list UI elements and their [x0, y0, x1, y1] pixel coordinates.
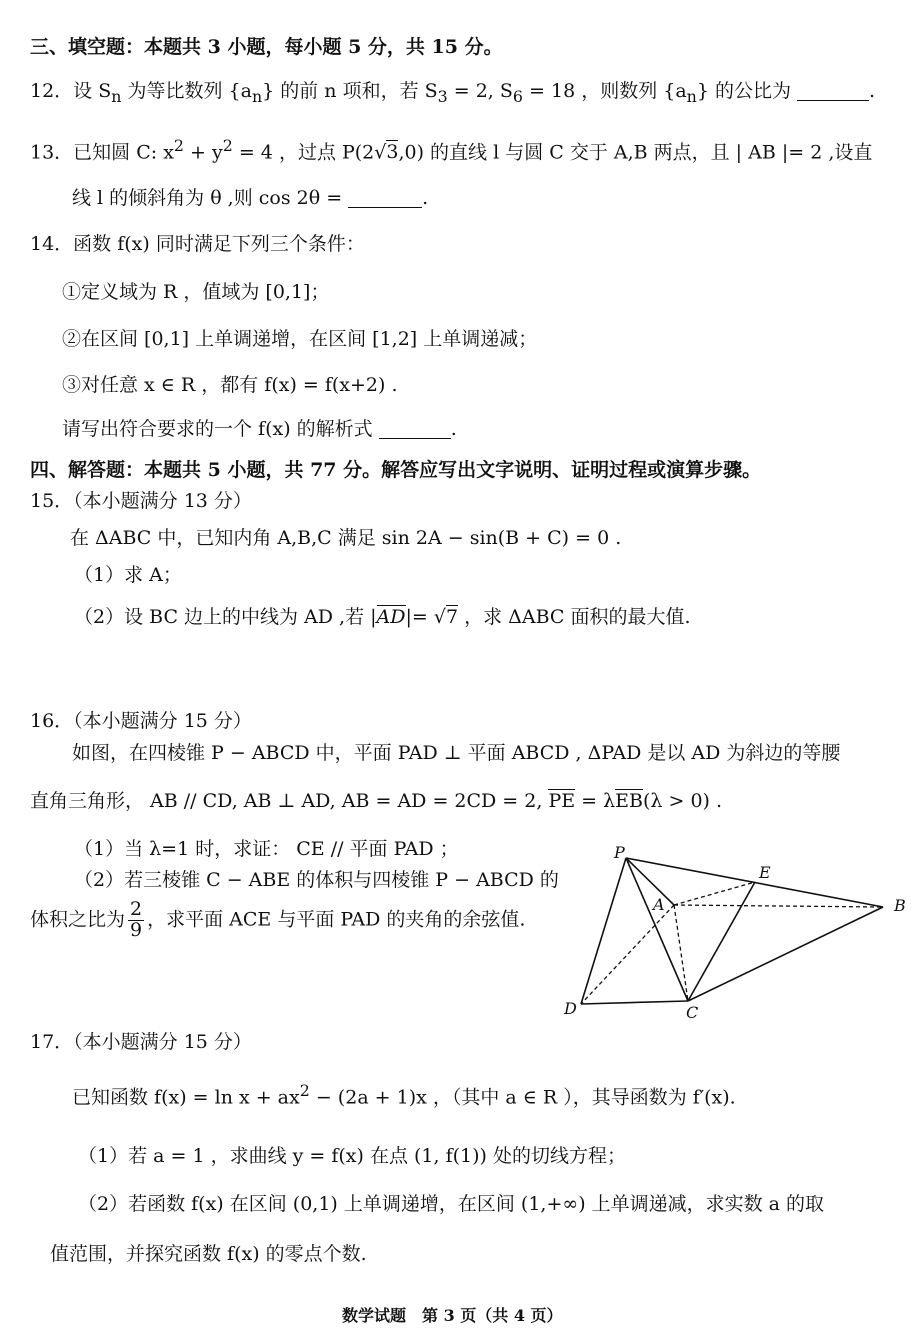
q13-text: + y — [184, 141, 223, 164]
q13-text: 13．已知圆 C: x — [30, 141, 174, 164]
q13-sup: 2 — [222, 136, 233, 155]
q12-text: 为等比数列 {a — [121, 80, 252, 102]
q15-text: （2）设 BC 边上的中线为 AD ,若 | — [74, 606, 377, 628]
question-14-condition-1: ①定义域为 R ，值域为 [0,1]； — [62, 281, 330, 303]
q16-vector: PE — [548, 790, 576, 812]
question-16-title: 16．（本小题满分 15 分） — [30, 710, 252, 732]
q13-sup: 2 — [173, 136, 184, 155]
question-15-title: 15．（本小题满分 13 分） — [30, 490, 252, 512]
q12-sub: n — [686, 86, 697, 106]
question-13-line-1 — [30, 136, 872, 164]
q12-sub: 3 — [437, 86, 448, 106]
label-E: E — [759, 863, 771, 882]
fraction-denominator: 9 — [130, 918, 143, 941]
q12-text: } 的公比为 — [696, 80, 791, 102]
q13-sqrt-arg: 3 — [386, 141, 399, 164]
q17-text: − (2a + 1)x ，（其中 a ∈ R ），其导函数为 f′(x). — [309, 1086, 736, 1109]
question-15-stem: 在 ΔABC 中，已知内角 A,B,C 满足 sin 2A − sin(B + C) = 0 . — [70, 527, 622, 549]
q16-vector: EB — [615, 790, 643, 812]
page-footer: 数学试题 第 3 页（共 4 页） — [342, 1306, 563, 1325]
edge-AE-hidden — [674, 882, 755, 905]
edge-CE — [688, 882, 755, 1001]
label-C: C — [686, 1003, 699, 1022]
question-14-ask — [62, 418, 457, 441]
q17-sup: 2 — [299, 1081, 310, 1100]
question-16-part-1: （1）当 λ=1 时，求证： CE // 平面 PAD ； — [74, 838, 459, 860]
q13-end: . — [422, 187, 429, 209]
q12-text: = 2, S — [447, 80, 513, 102]
fraction-numerator: 2 — [130, 898, 143, 920]
label-B: B — [894, 896, 906, 915]
question-15-part-1: （1）求 A； — [74, 564, 182, 586]
question-14-condition-2: ②在区间 [0,1] 上单调递增，在区间 [1,2] 上单调递减； — [62, 328, 538, 350]
q16-text: ，求平面 ACE 与平面 PAD 的夹角的余弦值. — [147, 908, 526, 931]
question-14-stem: 14．函数 f(x) 同时满足下列三个条件： — [30, 233, 365, 255]
q16-text: 直角三角形， AB // CD, AB ⊥ AD, AB = AD = 2CD = 2, — [30, 790, 549, 812]
fraction-2-9 — [128, 900, 144, 941]
q16-text: (λ > 0) . — [642, 790, 723, 812]
question-16-stem-2 — [30, 790, 722, 813]
q15-text: ，求 ΔABC 面积的最大值. — [458, 606, 691, 628]
q12-sub: n — [111, 86, 122, 106]
question-16-stem-1: 如图，在四棱锥 P − ABCD 中，平面 PAD ⊥ 平面 ABCD , ΔPAD 是以 AD 为斜边的等腰 — [72, 742, 841, 764]
q12-text: 12．设 S — [30, 80, 112, 102]
q12-sub: n — [251, 86, 263, 106]
question-17-part-1: （1）若 a = 1 ，求曲线 y = f(x) 在点 (1, f(1)) 处的切线方程； — [78, 1145, 626, 1167]
q16-text: 体积之比为 — [30, 908, 126, 931]
label-P: P — [614, 843, 625, 862]
question-16-part-2-line-1: （2）若三棱锥 C − ABE 的体积与四棱锥 P − ABCD 的 — [74, 869, 559, 891]
question-17-part-2-line-2: 值范围，并探究函数 f(x) 的零点个数. — [50, 1243, 367, 1265]
edge-AB-hidden — [674, 905, 883, 907]
question-17-stem — [72, 1081, 736, 1109]
answer-blank[interactable] — [379, 419, 451, 439]
q14-end: . — [450, 418, 457, 440]
edge-AD-hidden — [581, 905, 674, 1004]
edge-PD — [581, 858, 626, 1004]
question-17-title: 17．（本小题满分 15 分） — [30, 1031, 252, 1053]
q13-text: = 4 ，过点 P(2√ — [232, 141, 387, 164]
q13-text: ,0) 的直线 l 与圆 C 交于 A,B 两点，且 | AB |= 2 ,设直 — [398, 141, 873, 164]
question-12 — [30, 80, 875, 106]
question-16-part-2-line-2 — [30, 900, 525, 941]
q12-text: } 的前 n 项和，若 S — [262, 80, 438, 102]
answer-blank[interactable] — [348, 188, 422, 208]
answer-blank[interactable] — [797, 81, 869, 101]
section-4-header: 四、解答题：本题共 5 小题，共 77 分。解答应写出文字说明、证明过程或演算步骤。 — [30, 459, 762, 481]
edge-PC — [626, 858, 688, 1001]
q12-sub: 6 — [512, 86, 523, 106]
pyramid-figure — [548, 838, 912, 1028]
q17-text: 已知函数 f(x) = ln x + ax — [72, 1086, 300, 1109]
q12-text: = 18 ，则数列 {a — [522, 80, 687, 102]
edge-CB — [688, 907, 883, 1001]
q12-end: . — [869, 80, 876, 102]
section-3-header: 三、填空题：本题共 3 小题，每小题 5 分，共 15 分。 — [30, 36, 503, 58]
edge-DC — [581, 1001, 688, 1004]
q15-vector: AD — [376, 606, 406, 628]
label-A: A — [653, 895, 665, 914]
q16-text: = λ — [575, 790, 616, 812]
q15-text: |= √ — [405, 606, 446, 628]
q15-sqrt-arg: 7 — [445, 606, 459, 628]
label-D: D — [564, 999, 577, 1018]
question-14-condition-3: ③对任意 x ∈ R ，都有 f(x) = f(x+2) . — [62, 374, 398, 396]
question-17-part-2-line-1: （2）若函数 f(x) 在区间 (0,1) 上单调递增，在区间 (1,+∞) 上单调递减，求实数 a 的取 — [78, 1193, 825, 1215]
question-15-part-2 — [74, 606, 691, 629]
question-13-line-2 — [72, 187, 428, 210]
q14-text: 请写出符合要求的一个 f(x) 的解析式 — [62, 418, 373, 440]
q13-text: 线 l 的倾斜角为 θ ,则 cos 2θ = — [72, 187, 343, 209]
